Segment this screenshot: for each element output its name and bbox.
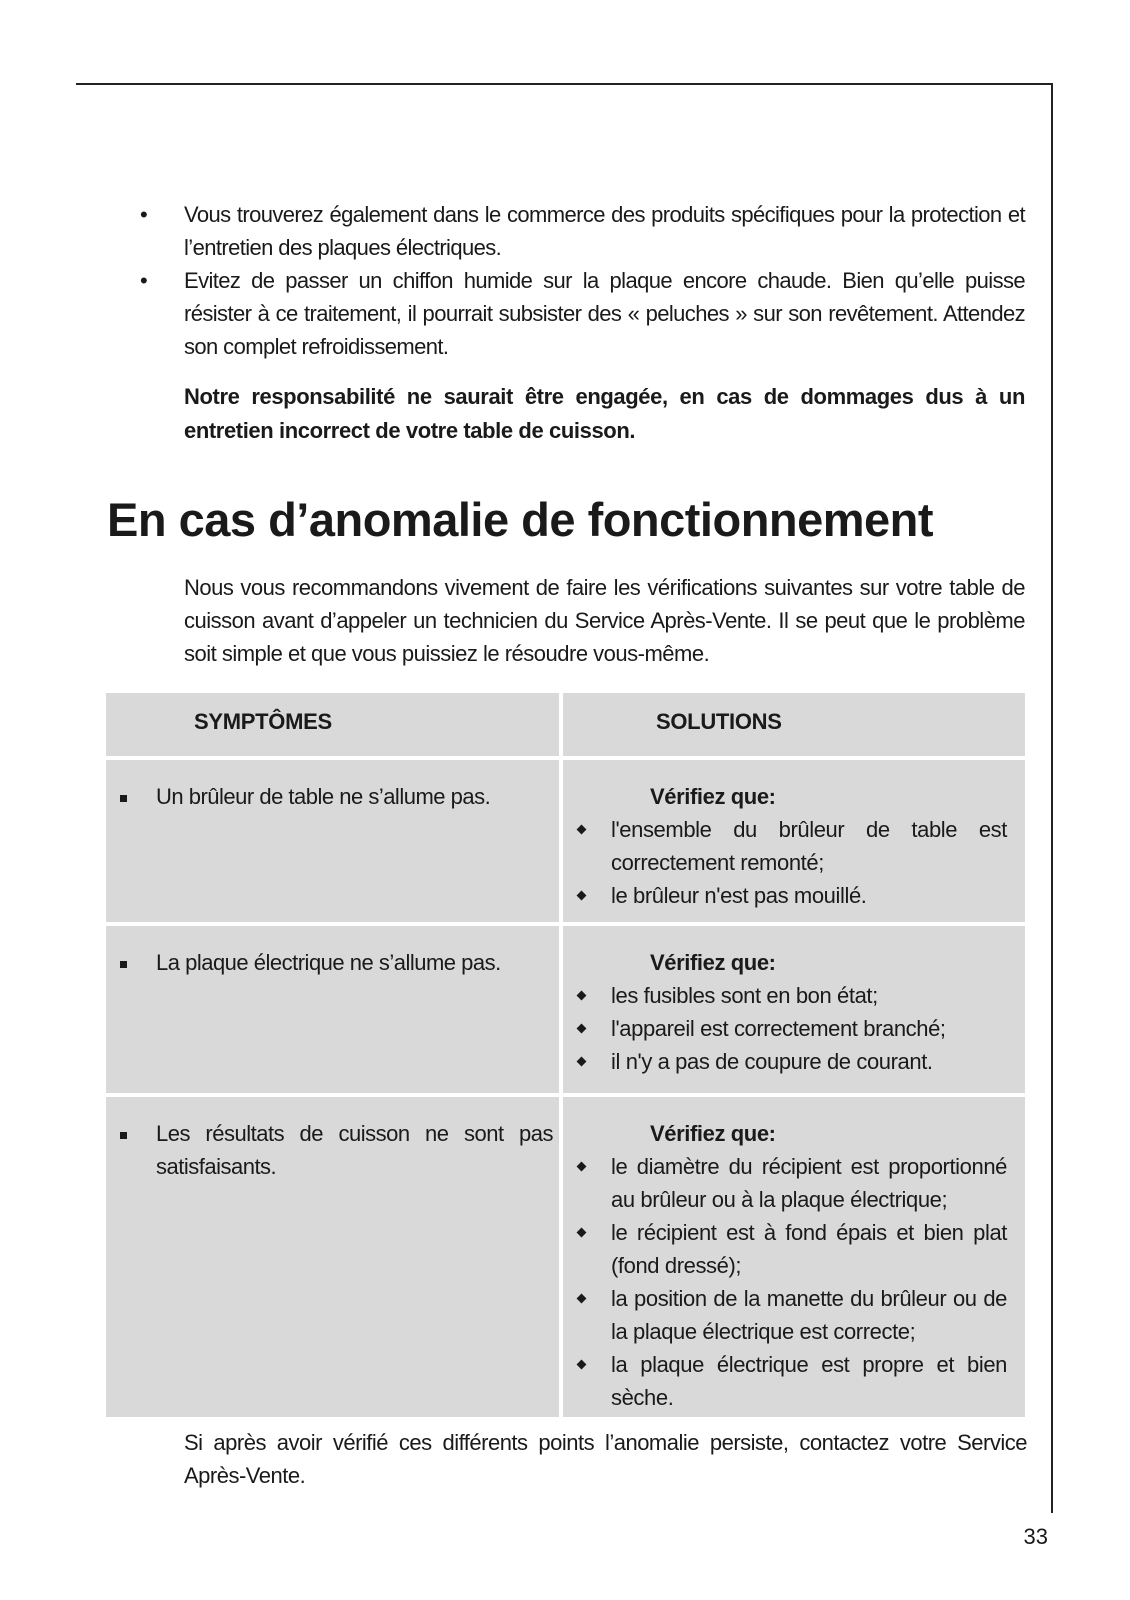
solution-cell xyxy=(563,926,1025,1093)
page-frame-right-rule xyxy=(1051,83,1053,1513)
check-list xyxy=(563,1150,1007,1414)
diamond-bullet-icon xyxy=(577,1228,587,1238)
diamond-bullet-icon xyxy=(577,1162,587,1172)
square-bullet-icon xyxy=(120,1132,127,1139)
symptom-cell xyxy=(106,1097,559,1417)
bullet-marker: • xyxy=(140,202,148,227)
check-item xyxy=(563,1216,1007,1282)
check-text: le brûleur n'est pas mouillé. xyxy=(611,883,867,908)
care-tips-list xyxy=(140,198,1025,363)
check-item xyxy=(563,1045,1007,1078)
solution-cell xyxy=(563,760,1025,922)
check-text: la position de la manette du brûleur ou de la plaque électrique est correcte; xyxy=(611,1286,1007,1344)
check-item xyxy=(563,879,1007,912)
diamond-bullet-icon xyxy=(577,825,587,835)
verify-lead: Vérifiez que: xyxy=(650,950,776,975)
care-tip-item xyxy=(140,264,1025,363)
check-text: l'appareil est correctement branché; xyxy=(611,1016,946,1041)
symptom-cell xyxy=(106,926,559,1093)
symptom-text: Un brûleur de table ne s’allume pas. xyxy=(156,784,491,809)
solution-cell xyxy=(563,1097,1025,1417)
check-item xyxy=(563,1150,1007,1216)
square-bullet-icon xyxy=(120,795,127,802)
check-text: l'ensemble du brûleur de table est correctement remonté; xyxy=(611,817,1007,875)
verify-lead: Vérifiez que: xyxy=(650,1121,776,1146)
symptom-text: Les résultats de cuisson ne sont pas satisfaisants. xyxy=(156,1121,553,1179)
check-text: il n'y a pas de coupure de courant. xyxy=(611,1049,933,1074)
closing-note: Si après avoir vérifié ces différents points l’anomalie persiste, contactez votre Service Après-Vente. xyxy=(184,1430,1027,1488)
symptoms-header: SYMPTÔMES xyxy=(106,693,559,756)
page-frame-top-rule xyxy=(76,83,1052,85)
diamond-bullet-icon xyxy=(577,891,587,901)
check-item xyxy=(563,1282,1007,1348)
check-text: le diamètre du récipient est proportionné au brûleur ou à la plaque électrique; xyxy=(611,1154,1007,1212)
care-tip-text: Vous trouverez également dans le commerce des produits spécifiques pour la protection et l’entretien des plaques électriques. xyxy=(184,202,1025,260)
care-tip-item xyxy=(140,198,1025,264)
section-title: En cas d’anomalie de fonctionnement xyxy=(107,493,934,546)
check-item xyxy=(563,813,1007,879)
diamond-bullet-icon xyxy=(577,1024,587,1034)
troubleshooting-table xyxy=(106,693,1025,1417)
verify-lead: Vérifiez que: xyxy=(650,784,776,809)
check-item xyxy=(563,1012,1007,1045)
check-list xyxy=(563,979,1007,1078)
page-number: 33 xyxy=(1023,1524,1048,1549)
symptom-text: La plaque électrique ne s’allume pas. xyxy=(156,950,501,975)
check-item xyxy=(563,979,1007,1012)
check-list xyxy=(563,813,1007,912)
diamond-bullet-icon xyxy=(577,1294,587,1304)
check-text: la plaque électrique est propre et bien sèche. xyxy=(611,1352,1007,1410)
bullet-marker: • xyxy=(140,268,148,293)
care-tip-text: Evitez de passer un chiffon humide sur la plaque encore chaude. Bien qu’elle puisse résister à ce traitement, il pourrait subsister des « peluches » sur son revêtement. Attendez son complet refroidissement. xyxy=(184,268,1025,359)
diamond-bullet-icon xyxy=(577,1360,587,1370)
section-intro: Nous vous recommandons vivement de faire les vérifications suivantes sur votre table de cuisson avant d’appeler un technicien du Service Après-Vente. Il se peut que le problème soit simple et que vous puissiez le résoudre vous-même. xyxy=(184,575,1025,666)
diamond-bullet-icon xyxy=(577,1057,587,1067)
check-text: le récipient est à fond épais et bien plat (fond dressé); xyxy=(611,1220,1007,1278)
responsibility-notice: Notre responsabilité ne saurait être engagée, en cas de dommages dus à un entretien incorrect de votre table de cuisson. xyxy=(184,384,1025,443)
square-bullet-icon xyxy=(120,961,127,968)
check-item xyxy=(563,1348,1007,1414)
solutions-header: SOLUTIONS xyxy=(563,693,1025,756)
symptom-cell xyxy=(106,760,559,922)
diamond-bullet-icon xyxy=(577,991,587,1001)
check-text: les fusibles sont en bon état; xyxy=(611,983,878,1008)
